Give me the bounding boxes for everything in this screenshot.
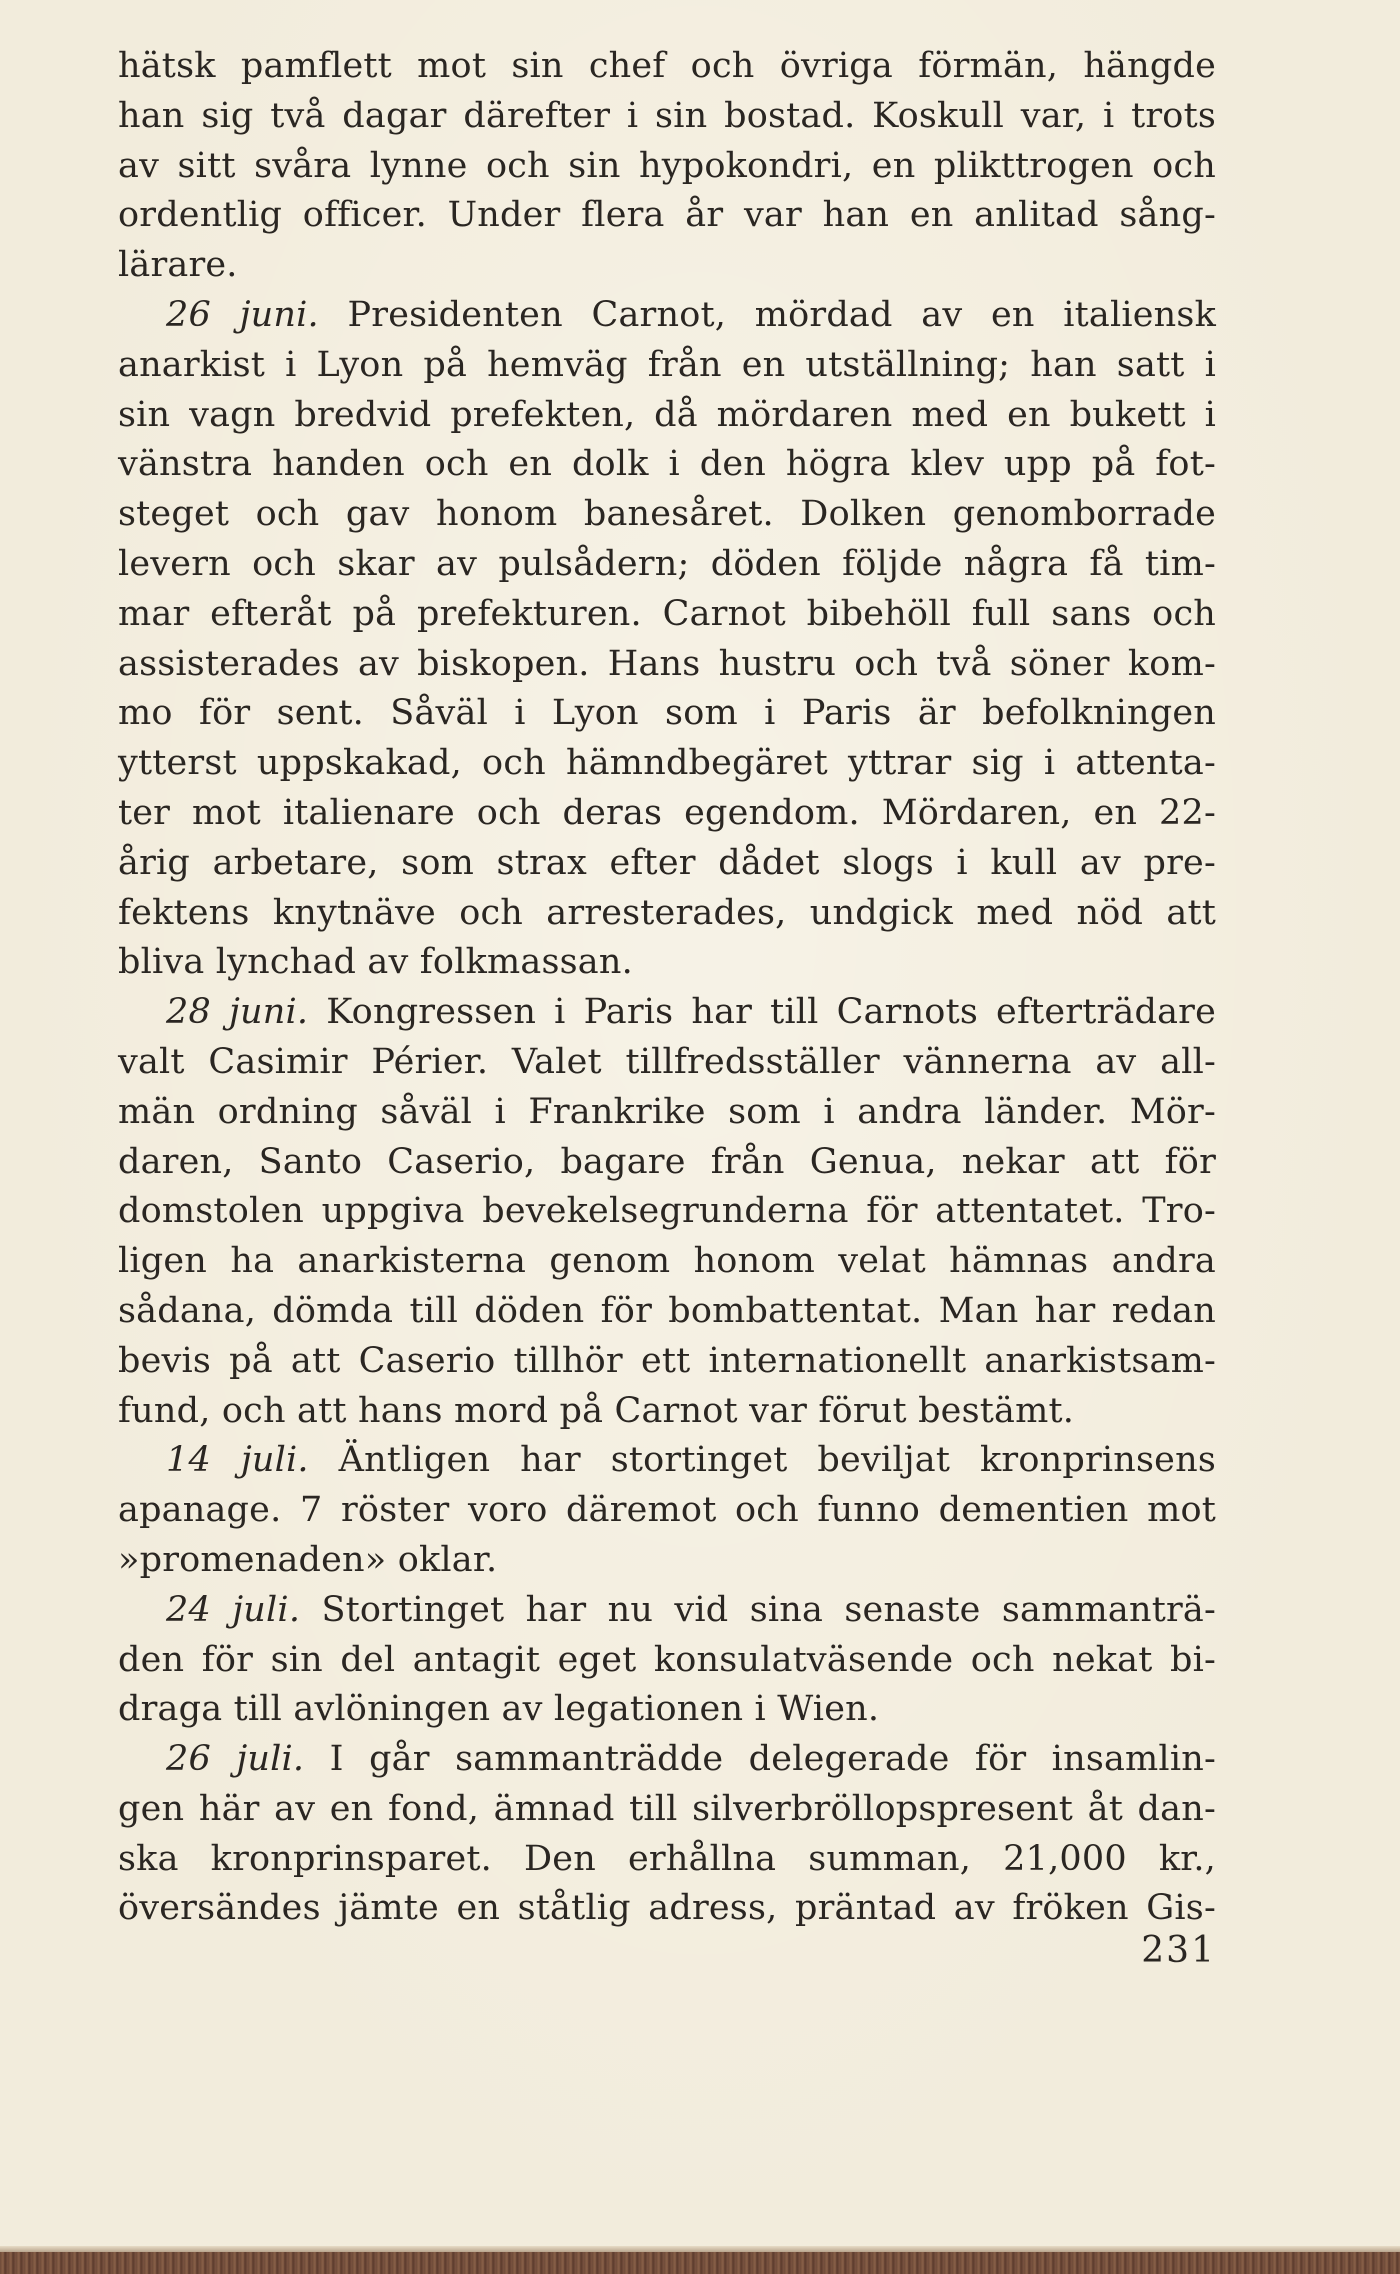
text-line	[118, 1237, 1216, 1287]
entry-date: 26 juli.	[166, 1739, 305, 1780]
line-text: daren, Santo Caserio, bagare från Genua, nekar att för	[118, 1141, 1216, 1182]
text-line	[118, 1337, 1216, 1387]
text-line	[118, 142, 1216, 192]
text-line	[118, 1287, 1216, 1337]
line-text: draga till avlöningen av legationen i Wien.	[118, 1689, 880, 1730]
line-text: mar efteråt på prefekturen. Carnot bibehöll full sans och	[118, 593, 1216, 634]
line-text: apanage. 7 röster voro däremot och funno dementien mot	[118, 1490, 1216, 1531]
line-text: gen här av en fond, ämnad till silverbröllopspresent åt dan-	[118, 1788, 1216, 1829]
line-text: hätsk pamflett mot sin chef och övriga förmän, hängde	[118, 46, 1216, 86]
text-line	[118, 689, 1216, 739]
text-line	[118, 988, 1216, 1038]
line-text: av sitt svåra lynne och sin hypokondri, en plikttrogen och	[118, 145, 1216, 186]
line-text: Stortinget har nu vid sina senaste sammanträ-	[300, 1589, 1216, 1630]
line-text: fund, och att hans mord på Carnot var förut bestämt.	[118, 1390, 1075, 1431]
text-line	[118, 341, 1216, 391]
line-text: vänstra handen och en dolk i den högra klev upp på fot-	[118, 444, 1216, 485]
line-text: årig arbetare, som strax efter dådet slogs i kull av pre-	[118, 842, 1216, 883]
line-text: han sig två dagar därefter i sin bostad. Koskull var, i trots	[118, 95, 1216, 136]
line-text: valt Casimir Périer. Valet tillfredsställer vännerna av all-	[118, 1041, 1216, 1082]
line-text: den för sin del antagit eget konsulatväsende och nekat bi-	[118, 1639, 1216, 1680]
text-line	[118, 1785, 1216, 1835]
text-line	[118, 92, 1216, 142]
line-text: Kongressen i Paris har till Carnots efterträdare	[308, 992, 1216, 1033]
text-line	[118, 241, 1216, 291]
text-line	[118, 789, 1216, 839]
line-text: fektens knytnäve och arresterades, undgick med nöd att	[118, 892, 1216, 933]
line-text: mo för sent. Såväl i Lyon som i Paris är befolkningen	[118, 693, 1216, 734]
text-line	[118, 440, 1216, 490]
line-text: bliva lynchad av folkmassan.	[118, 942, 633, 983]
line-text: bevis på att Caserio tillhör ett internationellt anarkistsam-	[118, 1340, 1216, 1381]
text-line	[118, 1187, 1216, 1237]
line-text: Äntligen har stortinget beviljat kronprinsens	[308, 1440, 1216, 1481]
line-text: levern och skar av pulsådern; döden följde några få tim-	[118, 543, 1216, 584]
line-text: lärare.	[118, 245, 238, 286]
line-text: steget och gav honom banesåret. Dolken genomborrade	[118, 494, 1216, 535]
text-line	[118, 490, 1216, 540]
text-line	[118, 1436, 1216, 1486]
text-line	[118, 42, 1216, 92]
text-line	[118, 1536, 1216, 1586]
page-bottom-edge	[0, 2252, 1400, 2274]
line-text: ter mot italienare och deras egendom. Mördaren, en 22-	[118, 792, 1216, 833]
text-line	[118, 938, 1216, 988]
line-text: sådana, dömda till döden för bombattentat. Man har redan	[118, 1290, 1216, 1331]
page-number: 231	[1141, 1930, 1216, 1971]
text-line	[118, 889, 1216, 939]
text-line	[118, 839, 1216, 889]
line-text: ytterst uppskakad, och hämndbegäret yttrar sig i attenta-	[118, 743, 1216, 784]
entry-date: 24 juli.	[166, 1589, 301, 1630]
entry-date: 14 juli.	[166, 1440, 309, 1481]
text-line	[118, 590, 1216, 640]
line-text: I går sammanträdde delegerade för insamlin-	[304, 1739, 1216, 1780]
line-text: ska kronprinsparet. Den erhållna summan, 21,000 kr.,	[118, 1838, 1216, 1879]
line-text: sin vagn bredvid prefekten, då mördaren med en bukett i	[118, 394, 1216, 435]
text-line	[118, 291, 1216, 341]
text-line	[118, 640, 1216, 690]
text-line	[118, 1138, 1216, 1188]
entry-date: 26 juni.	[166, 294, 319, 335]
text-line	[118, 1685, 1216, 1735]
line-text: anarkist i Lyon på hemväg från en utställning; han satt i	[118, 344, 1216, 385]
text-line	[118, 1884, 1216, 1934]
line-text: översändes jämte en ståtlig adress, präntad av fröken Gis-	[118, 1888, 1216, 1929]
body-text	[118, 42, 1216, 1934]
text-line	[118, 1835, 1216, 1885]
text-line	[118, 1038, 1216, 1088]
text-line	[118, 739, 1216, 789]
line-text: män ordning såväl i Frankrike som i andra länder. Mör-	[118, 1091, 1216, 1132]
line-text: ligen ha anarkisterna genom honom velat hämnas andra	[118, 1241, 1216, 1282]
text-line	[118, 1735, 1216, 1785]
line-text: »promenaden» oklar.	[118, 1539, 498, 1580]
line-text: Presidenten Carnot, mördad av en italiensk	[318, 294, 1216, 335]
entry-date: 28 juni.	[166, 992, 309, 1033]
text-line	[118, 1486, 1216, 1536]
text-line	[118, 191, 1216, 241]
line-text: domstolen uppgiva bevekelsegrunderna för attentatet. Tro-	[118, 1191, 1216, 1232]
line-text: assisterades av biskopen. Hans hustru och två söner kom-	[118, 643, 1216, 684]
line-text: ordentlig officer. Under flera år var han en anlitad sång-	[118, 195, 1216, 236]
text-line	[118, 1586, 1216, 1636]
text-line	[118, 1636, 1216, 1686]
text-line	[118, 391, 1216, 441]
text-line	[118, 540, 1216, 590]
text-line	[118, 1387, 1216, 1437]
text-line	[118, 1088, 1216, 1138]
